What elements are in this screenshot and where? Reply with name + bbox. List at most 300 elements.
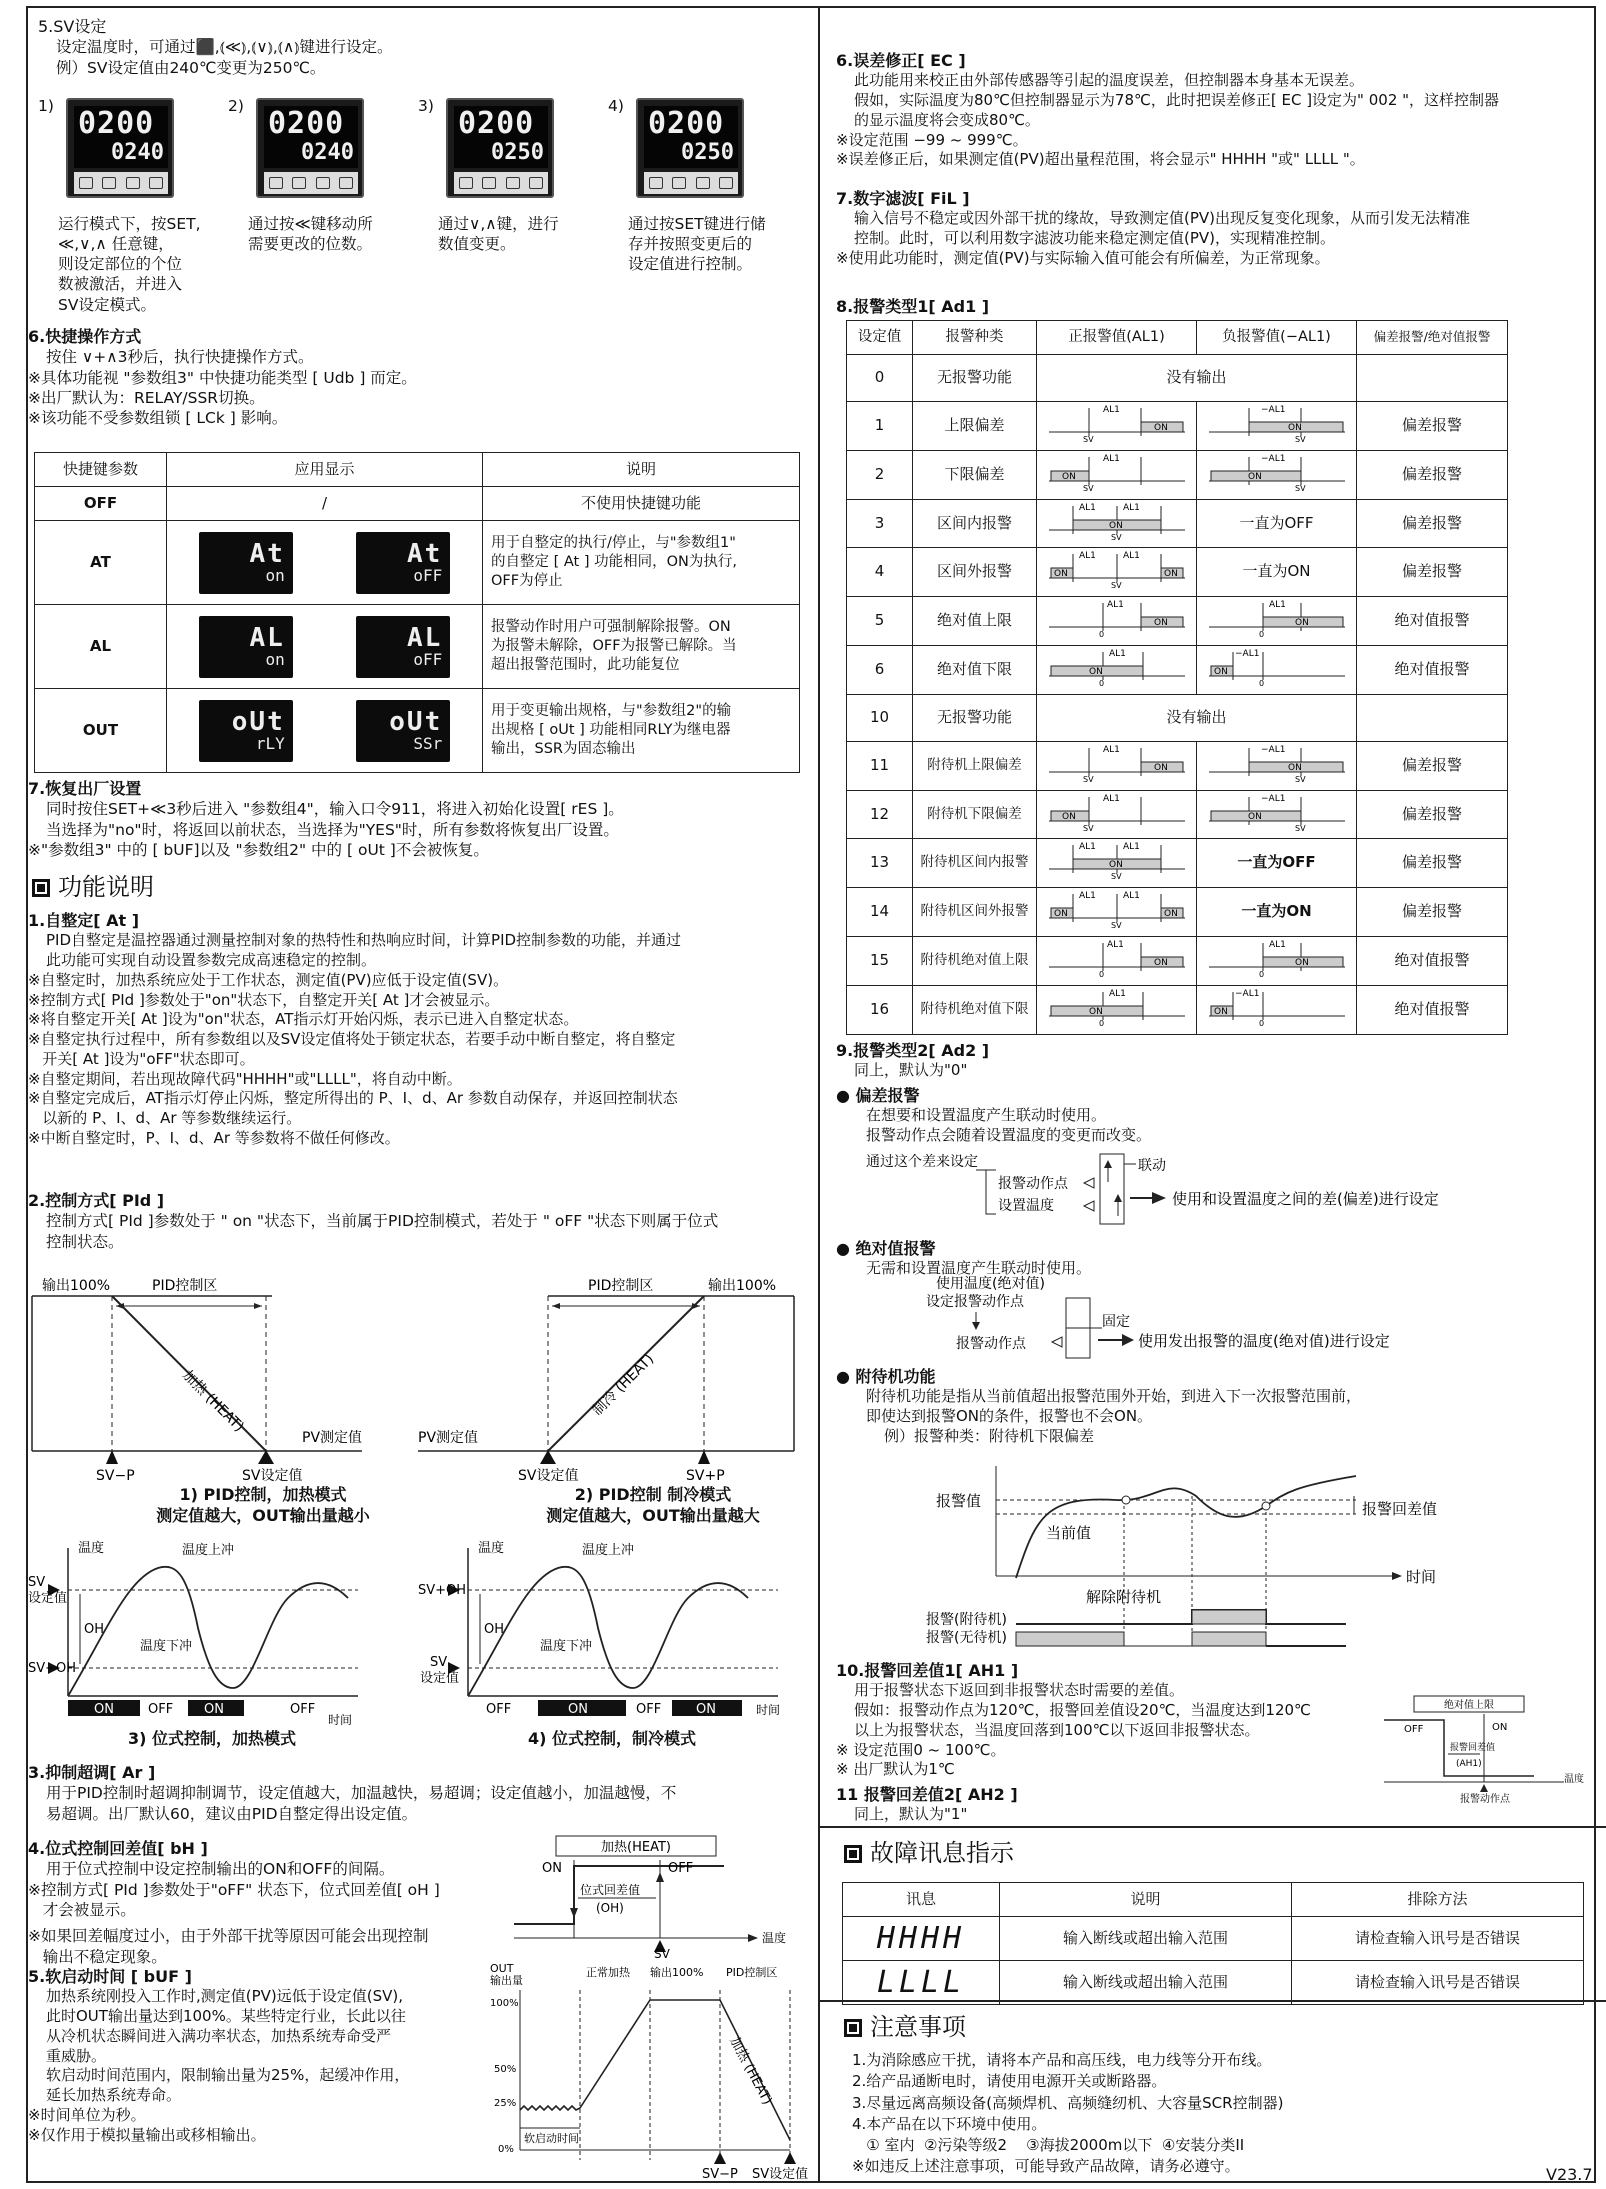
alarm-negative <box>1197 645 1357 694</box>
autotune-line2: 此功能可实现自动设置参数完成高速稳定的控制。 <box>46 950 377 969</box>
quick-th-desc: 说明 <box>483 453 800 487</box>
off-label: OFF <box>636 1702 662 1717</box>
alarm-row <box>847 790 1508 839</box>
alarm-merged: 没有输出 <box>1037 694 1357 741</box>
alarm-kind: 区间外报警 <box>913 548 1037 597</box>
svg-text:ON: ON <box>1247 811 1262 822</box>
autotune-note: ※自整定期间，若出现故障代码"HHHH"或"LLLL"，将自动中断。 <box>28 1069 462 1088</box>
svg-text:SV: SV <box>1110 532 1122 542</box>
oh-label: OH <box>484 1622 505 1637</box>
alarm-class: 绝对值报警 <box>1357 936 1508 985</box>
controller-device <box>256 98 364 198</box>
autotune-note: ※自整定时，加热系统应处于工作状态，测定值(PV)应低于设定值(SV)。 <box>28 970 509 989</box>
alarm-schematic <box>1203 986 1351 1028</box>
autotune-note: ※中断自整定时，P、I、d、Ar 等参数将不做任何修改。 <box>28 1129 400 1148</box>
quick-th-param: 快捷键参数 <box>35 453 167 487</box>
alarm-schematic <box>1203 791 1351 833</box>
alarm-schematic <box>1203 597 1351 639</box>
quick-param: AT <box>35 521 167 605</box>
sv-label: SV设定值 <box>518 1468 579 1484</box>
svg-text:ON: ON <box>1294 618 1309 629</box>
alarm-schematic <box>1043 451 1191 493</box>
alarm-kind: 附待机绝对值下限 <box>913 985 1037 1034</box>
svg-text:ON: ON <box>1053 909 1068 920</box>
off-label: OFF <box>486 1702 512 1717</box>
section-divider <box>818 2000 1606 2002</box>
quick-param: AL <box>35 605 167 689</box>
alarm-class: 绝对值报警 <box>1357 597 1508 646</box>
alarm-schematic <box>1043 597 1191 639</box>
standby-section <box>836 1362 1586 1447</box>
band-label: 位式回差值 <box>580 1883 641 1897</box>
quick-param: OUT <box>35 689 167 773</box>
shift-key[interactable] <box>102 177 116 189</box>
soft-section <box>28 1962 498 2145</box>
alarm-row <box>847 839 1508 888</box>
on-label: ON <box>542 1861 562 1876</box>
bh-line5: 输出不稳定现象。 <box>28 1947 167 1966</box>
sv-setpoint-label: 设定值 <box>28 1591 68 1606</box>
on-label: ON <box>94 1702 114 1717</box>
quick-row-al <box>35 605 800 689</box>
fault-th: 讯息 <box>843 1883 1000 1917</box>
svg-text:AL1: AL1 <box>1122 842 1140 853</box>
alarm-type-table <box>846 320 1508 1035</box>
pv-display: 0200 <box>458 106 535 141</box>
autotune-title: 1.自整定[ At ] <box>28 911 140 930</box>
square-icon <box>844 1845 862 1863</box>
alarm-schematic <box>1043 791 1191 833</box>
soft-line: 加热系统刚投入工作时,测定值(PV)远低于设定值(SV), <box>46 1987 404 2006</box>
shift-key[interactable] <box>482 177 496 189</box>
sv-label: SV <box>28 1575 46 1590</box>
ad2-title: 9.报警类型2[ Ad2 ] <box>836 1041 990 1060</box>
svg-text:AL1: AL1 <box>1122 891 1140 902</box>
svoh-label: SV−OH <box>28 1661 77 1676</box>
filter-section <box>836 184 1586 269</box>
bh-section <box>28 1834 528 1967</box>
ctrl-line1: 控制方式[ PId ]参数处于 " on "状态下，当前属于PID控制模式，若处于 " oFF "状态下则属于位式 <box>46 1212 719 1231</box>
svg-text:AL1: AL1 <box>1078 551 1096 562</box>
alarm-row <box>847 402 1508 451</box>
autotune-note: ※自整定完成后，AT指示灯停止闪烁，整定所得出的 P、I、d、Ar 参数自动保存，并返回控制状态 <box>28 1089 678 1108</box>
alarm-kind: 上限偏差 <box>913 402 1037 451</box>
alarm-kind: 绝对值下限 <box>913 645 1037 694</box>
sv-display: 0250 <box>491 140 544 165</box>
autotune-note: ※将自整定开关[ At ]设为"on"状态，AT指示灯开始闪烁，表示已进入自整定状态。 <box>28 1010 579 1029</box>
alarm-schematic <box>1043 937 1191 979</box>
quick-title: 6.快捷操作方式 <box>28 327 142 346</box>
square-icon <box>32 879 50 897</box>
set-key[interactable] <box>649 177 663 189</box>
alarm-class: 偏差报警 <box>1357 499 1508 548</box>
alarm-row <box>847 741 1508 790</box>
standby-line2: 即使达到报警ON的条件，报警也不会ON。 <box>866 1406 1153 1425</box>
bh-line1: 用于位式控制中设定控制输出的ON和OFF的间隔。 <box>46 1860 395 1879</box>
ah1-line5: ※ 出厂默认为1℃ <box>836 1760 955 1779</box>
bh-title: 4.位式控制回差值[ bH ] <box>28 1839 208 1858</box>
deviation-title: ● 偏差报警 <box>836 1085 920 1105</box>
svg-text:ON: ON <box>1213 1006 1228 1017</box>
alarm-th: 负报警值(−AL1) <box>1197 321 1357 355</box>
soft-note1: ※时间单位为秒。 <box>28 2105 146 2124</box>
set-key[interactable] <box>459 177 473 189</box>
p25-label: 25% <box>494 2098 517 2109</box>
release-label: 解除附待机 <box>1086 1588 1162 1606</box>
controller-device <box>636 98 744 198</box>
standby-diagram <box>926 1456 1496 1652</box>
alarm-value: 4 <box>847 548 913 597</box>
svg-text:ON: ON <box>1163 909 1178 920</box>
set-temp-label: 设置温度 <box>998 1198 1054 1214</box>
ah1-label: (AH1) <box>1456 1759 1482 1769</box>
autotune-note: ※自整定执行过程中，所有参数组以及SV设定值将处于锁定状态，若要手动中断自整定，将自整定 <box>28 1030 676 1049</box>
soft-time-label: 软启动时间 <box>524 2132 579 2145</box>
svg-text:ON: ON <box>1053 569 1068 580</box>
bh-line2: ※控制方式[ PId ]参数处于"oFF" 状态下，位式回差值[ oH ] <box>28 1880 440 1899</box>
svg-text:AL1: AL1 <box>1102 453 1120 464</box>
down-key[interactable] <box>696 177 710 189</box>
alarm-class: 偏差报警 <box>1357 548 1508 597</box>
svg-text:ON: ON <box>1153 423 1168 433</box>
out-label: OUT <box>490 1962 514 1975</box>
alarm-positive <box>1037 597 1197 646</box>
lcd-display: At on <box>199 532 293 594</box>
sv-label: SV设定值 <box>752 2167 809 2182</box>
svg-text:0: 0 <box>1098 1018 1104 1028</box>
alarm-th: 设定值 <box>847 321 913 355</box>
svg-text:−AL1: −AL1 <box>1234 988 1259 999</box>
autotune-line1: PID自整定是温控器通过测量控制对象的热特性和热响应时间，计算PID控制参数的功能，并通过 <box>46 931 682 950</box>
svoh-label: SV+OH <box>418 1583 467 1598</box>
absolute-line1: 无需和设置温度产生联动时使用。 <box>866 1259 1092 1278</box>
svg-text:AL1: AL1 <box>1122 502 1140 513</box>
ec-line3: 的显示温度将会变成80℃。 <box>854 110 1040 129</box>
fault-fix: 请检查输入讯号是否错误 <box>1291 1917 1583 1961</box>
overshoot-label: 温度上冲 <box>182 1543 235 1558</box>
down-key[interactable] <box>506 177 520 189</box>
alarm-schematic <box>1043 839 1191 881</box>
ec-section <box>836 46 1586 170</box>
svg-text:SV: SV <box>1082 823 1094 833</box>
up-key[interactable] <box>339 177 353 189</box>
alarm-value: 10 <box>847 694 913 741</box>
svg-text:−AL1: −AL1 <box>1260 405 1285 415</box>
square-icon <box>844 2019 862 2037</box>
off-label: OFF <box>1404 1724 1424 1735</box>
alarm-negative: 一直为OFF <box>1197 499 1357 548</box>
caution-item: 1.为消除感应干扰，请将本产品和高压线，电力线等分开布线。 <box>852 2051 1272 2069</box>
svg-text:0: 0 <box>1258 630 1264 640</box>
on-label: ON <box>204 1702 224 1717</box>
svg-text:ON: ON <box>1287 762 1302 773</box>
off-label: OFF <box>148 1702 174 1717</box>
quick-desc: 不使用快捷键功能 <box>483 487 800 521</box>
svg-text:ON: ON <box>1287 423 1302 433</box>
svg-text:0: 0 <box>1098 969 1104 979</box>
up-key[interactable] <box>149 177 163 189</box>
set-key[interactable] <box>79 177 93 189</box>
svg-text:ON: ON <box>1061 811 1076 822</box>
svg-text:AL1: AL1 <box>1078 502 1096 513</box>
autotune-section <box>28 906 808 1149</box>
step-caption: 通过按SET键进行储 存并按照变更后的 设定值进行控制。 <box>628 215 766 274</box>
svg-text:ON: ON <box>1088 1006 1103 1017</box>
step-caption: 通过按≪键移动所 需要更改的位数。 <box>248 215 373 254</box>
svg-text:AL1: AL1 <box>1268 600 1286 611</box>
ctrl-title: 2.控制方式[ PId ] <box>28 1191 165 1210</box>
heat-label: 加热 (HEAT) <box>179 1367 247 1436</box>
alarm-row <box>847 936 1508 985</box>
svg-text:ON: ON <box>1294 957 1309 968</box>
quick-disp <box>167 521 483 605</box>
filter-line1: 输入信号不稳定或因外部干扰的缘故，导致测定值(PV)出现反复变化现象，从而引发无法精准 <box>854 209 1471 228</box>
ec-title: 6.误差修正[ EC ] <box>836 51 966 70</box>
soft-line: 从冷机状态瞬间进入满功率状态，加热系统寿命受严 <box>46 2026 392 2045</box>
alarm-kind: 无报警功能 <box>913 355 1037 402</box>
device-keys <box>454 172 548 194</box>
device-screen <box>454 106 548 168</box>
caution-item: 3.尽量远离高频设备(高频焊机、高频缝纫机、大容量SCR控制器) <box>852 2093 1284 2112</box>
svg-text:AL1: AL1 <box>1106 939 1124 950</box>
ah1-line3: 以上为报警状态，当温度回落到100℃以下返回非报警状态。 <box>854 1720 1260 1739</box>
svg-text:−AL1: −AL1 <box>1260 744 1285 755</box>
alarm-kind: 附待机下限偏差 <box>913 790 1037 839</box>
ah2-section <box>836 1780 1396 1825</box>
shift-key[interactable] <box>292 177 306 189</box>
alarm-class: 偏差报警 <box>1357 402 1508 451</box>
svg-text:AL1: AL1 <box>1102 793 1120 804</box>
caution-item: ※如违反上述注意事项，可能导致产品故障，请务必遵守。 <box>852 2157 1240 2176</box>
alarm-value: 0 <box>847 355 913 402</box>
ah1-title: 10.报警回差值1[ AH1 ] <box>836 1661 1019 1680</box>
caution-heading <box>844 2012 966 2044</box>
sv-label: SV设定值 <box>242 1468 303 1484</box>
svg-text:AL1: AL1 <box>1078 842 1096 853</box>
svg-text:−AL1: −AL1 <box>1260 453 1285 464</box>
up-key[interactable] <box>529 177 543 189</box>
quick-row-out <box>35 689 800 773</box>
alarm-row <box>847 355 1508 402</box>
step-number: 1) <box>38 97 54 115</box>
lcd-display: At oFF <box>356 532 450 594</box>
alarm-value: 3 <box>847 499 913 548</box>
ar-line2: 易超调。出厂默认60，建议由PID自整定得出设定值。 <box>46 1804 418 1823</box>
alarm-schematic <box>1203 937 1351 979</box>
down-key[interactable] <box>316 177 330 189</box>
ec-line4: ※设定范围 −99 ~ 999℃。 <box>836 130 1028 149</box>
pid-cool-caption: 2) PID控制 制冷模式 测定值越大，OUT输出量越大 <box>546 1485 760 1526</box>
alarm-kind: 附待机区间内报警 <box>913 839 1037 888</box>
ctrl-section <box>28 1186 808 1252</box>
deviation-result: 使用和设置温度之间的差(偏差)进行设定 <box>1172 1190 1439 1208</box>
off-label: OFF <box>290 1702 316 1717</box>
fixed-label: 固定 <box>1102 1314 1130 1330</box>
svg-text:AL1: AL1 <box>1102 405 1120 415</box>
svg-text:SV: SV <box>1294 435 1306 444</box>
temp-label: 温度 <box>762 1931 787 1945</box>
down-key[interactable] <box>126 177 140 189</box>
svg-text:AL1: AL1 <box>1102 744 1120 755</box>
caution-item: ① 室内 ②污染等级2 ③海拔2000m以下 ④安装分类II <box>852 2136 1245 2155</box>
alarm-value: 11 <box>847 741 913 790</box>
quick-row-off <box>35 487 800 521</box>
hys-label: 报警回差值 <box>1450 1743 1496 1753</box>
alarm-nostandby-label: 报警(无待机) <box>926 1630 1007 1646</box>
controller-device <box>446 98 554 198</box>
quick-desc: 用于自整定的执行/停止，与"参数组1" 的自整定 [ At ] 功能相同，ON为执行, OFF为停止 <box>483 521 800 605</box>
alarm-schematic <box>1043 742 1191 784</box>
svg-text:AL1: AL1 <box>1268 939 1286 950</box>
filter-line2: 控制。此时，可以利用数字滤波功能来稳定测定值(PV)，实现精准控制。 <box>854 228 1336 247</box>
sv-section <box>38 16 392 78</box>
sv-setpoint-label: 设定值 <box>420 1671 460 1686</box>
time-label: 时间 <box>1406 1568 1437 1586</box>
alarm-negative <box>1197 741 1357 790</box>
soft-title: 5.软启动时间 [ bUF ] <box>28 1967 192 1986</box>
svg-text:AL1: AL1 <box>1078 891 1096 902</box>
overshoot-label: 温度上冲 <box>582 1543 635 1558</box>
alarm-class: 绝对值报警 <box>1357 985 1508 1034</box>
quick-line3: ※出厂默认为：RELAY/SSR切换。 <box>28 389 265 408</box>
ah1-section <box>836 1656 1396 1780</box>
on-label: ON <box>568 1702 588 1717</box>
absolute-diagram <box>926 1274 1566 1358</box>
ec-line1: 此功能用来校正由外部传感器等引起的温度误差，但控制器本身基本无误差。 <box>854 71 1365 90</box>
alarm-positive <box>1037 499 1197 548</box>
svg-text:SV: SV <box>1294 823 1306 833</box>
version-label: V23.7 <box>1546 2165 1593 2184</box>
svg-text:ON: ON <box>1061 471 1076 482</box>
filter-line3: ※使用此功能时，测定值(PV)与实际输入值可能会有所偏差，为正常现象。 <box>836 248 1330 267</box>
alarm-value-label: 报警值 <box>936 1492 982 1510</box>
standby-line1: 附待机功能是指从当前值超出报警范围外开始，到进入下一次报警范围前， <box>866 1387 1362 1406</box>
quick-line1: 按住 ∨+∧3秒后，执行快捷操作方式。 <box>46 348 314 367</box>
alarm-kind: 附待机上限偏差 <box>913 741 1037 790</box>
alarm-schematic <box>1203 451 1351 493</box>
set-key[interactable] <box>269 177 283 189</box>
alarm-schematic <box>1203 402 1351 444</box>
soft-start-diagram <box>490 1960 810 2180</box>
alarm-schematic <box>1043 402 1191 444</box>
onoff-cool-caption: 4) 位式控制，制冷模式 <box>528 1729 697 1748</box>
alarm-positive <box>1037 839 1197 888</box>
alarm-class: 绝对值报警 <box>1357 645 1508 694</box>
quick-disp: / <box>167 487 483 521</box>
soft-note2: ※仅作用于模拟量输出或移相输出。 <box>28 2125 266 2144</box>
abs-section <box>836 1234 1586 1279</box>
svg-text:−AL1: −AL1 <box>1234 648 1259 659</box>
ec-line5: ※误差修正后，如果测定值(PV)超出量程范围，将会显示" HHHH "或" LLLL "。 <box>836 150 1365 169</box>
alarm-value: 6 <box>847 645 913 694</box>
fault-desc: 输入断线或超出输入范围 <box>999 1961 1291 2005</box>
use-temp-label: 使用温度(绝对值) <box>936 1276 1045 1292</box>
temp-label: 温度 <box>1564 1774 1584 1785</box>
alarm-negative <box>1197 402 1357 451</box>
alarm-kind: 绝对值上限 <box>913 597 1037 646</box>
svg-text:AL1: AL1 <box>1108 648 1126 659</box>
hysteresis-label: 报警回差值 <box>1362 1500 1438 1518</box>
shift-key[interactable] <box>672 177 686 189</box>
heat-label: 加热(HEAT) <box>601 1840 671 1855</box>
fault-heading <box>844 1838 1014 1870</box>
autotune-note: 以新的 P、I、d、Ar 等参数继续运行。 <box>28 1109 302 1128</box>
alarm-th: 正报警值(AL1) <box>1037 321 1197 355</box>
alarm-class: 偏差报警 <box>1357 888 1508 937</box>
zone-label: PID控制区 <box>152 1278 218 1294</box>
soft-line: 延长加热系统寿命。 <box>46 2086 182 2105</box>
ctrl-line2: 控制状态。 <box>46 1232 124 1251</box>
alarm-schematic <box>1043 888 1191 930</box>
svg-text:0: 0 <box>1258 969 1264 979</box>
alarm-schematic <box>1043 986 1191 1028</box>
alarm-kind: 下限偏差 <box>913 450 1037 499</box>
alarm-negative: 一直为OFF <box>1197 839 1357 888</box>
caution-item: 2.给产品通断电时，请使用电源开关或断路器。 <box>852 2072 1167 2091</box>
step-number: 2) <box>228 97 244 115</box>
svg-text:SV: SV <box>1294 483 1306 493</box>
alarm-class: 偏差报警 <box>1357 790 1508 839</box>
quick-line2: ※具体功能视 "参数组3" 中快捷功能类型 [ Udb ] 而定。 <box>28 368 417 387</box>
svg-text:ON: ON <box>1153 618 1168 629</box>
alarm-kind: 附待机区间外报警 <box>913 888 1037 937</box>
svg-text:SV: SV <box>1082 435 1094 444</box>
alarm-negative <box>1197 450 1357 499</box>
sv-label: SV <box>430 1655 448 1670</box>
fault-title: 故障讯息指示 <box>870 1839 1014 1867</box>
alarm-kind: 无报警功能 <box>913 694 1037 741</box>
standby-title: ● 附待机功能 <box>836 1367 936 1386</box>
alarm-class: 偏差报警 <box>1357 741 1508 790</box>
lcd-display: oUt SSr <box>356 700 450 762</box>
svg-text:ON: ON <box>1108 860 1123 871</box>
alarm-negative <box>1197 936 1357 985</box>
alarm-merged: 没有输出 <box>1037 355 1357 402</box>
pid-zone-label: PID控制区 <box>726 1966 778 1979</box>
ah2-line1: 同上，默认为"1" <box>854 1805 968 1824</box>
alarm-negative: 一直为ON <box>1197 548 1357 597</box>
svg-text:ON: ON <box>1153 957 1168 968</box>
svg-text:SV: SV <box>1082 483 1094 493</box>
onoff-heat-diagram <box>28 1538 408 1728</box>
alarm-th: 报警种类 <box>913 321 1037 355</box>
alarm-schematic <box>1043 500 1191 542</box>
device-screen <box>644 106 738 168</box>
quick-disp <box>167 605 483 689</box>
pid-cool-diagram <box>418 1266 808 1506</box>
up-key[interactable] <box>719 177 733 189</box>
svg-text:0: 0 <box>1258 678 1264 688</box>
svp-label: SV+P <box>686 1468 725 1484</box>
quick-param: OFF <box>35 487 167 521</box>
alarm-value: 2 <box>847 450 913 499</box>
ah2-title: 11 报警回差值2[ AH2 ] <box>836 1785 1018 1804</box>
on-label: ON <box>696 1702 716 1717</box>
svg-text:AL1: AL1 <box>1108 988 1126 999</box>
sv-label: SV <box>654 1947 670 1961</box>
fault-code: LLLL <box>843 1961 1000 2005</box>
deviation-line2: 报警动作点会随着设置温度的变更而改变。 <box>866 1125 1152 1144</box>
svg-text:SV: SV <box>1110 581 1122 591</box>
sv-display: 0240 <box>301 140 354 165</box>
out100-label: 输出100% <box>650 1966 704 1979</box>
alarm-standby-label: 报警(附待机) <box>926 1612 1007 1628</box>
bh-line3: 才会被显示。 <box>28 1901 136 1920</box>
caution-item: 4.本产品在以下环境中使用。 <box>852 2114 1047 2133</box>
quick-line4: ※该功能不受参数组锁 [ LCk ] 影响。 <box>28 409 288 428</box>
absolute-result: 使用发出报警的温度(绝对值)进行设定 <box>1138 1332 1390 1350</box>
fault-th: 排除方法 <box>1291 1883 1583 1917</box>
